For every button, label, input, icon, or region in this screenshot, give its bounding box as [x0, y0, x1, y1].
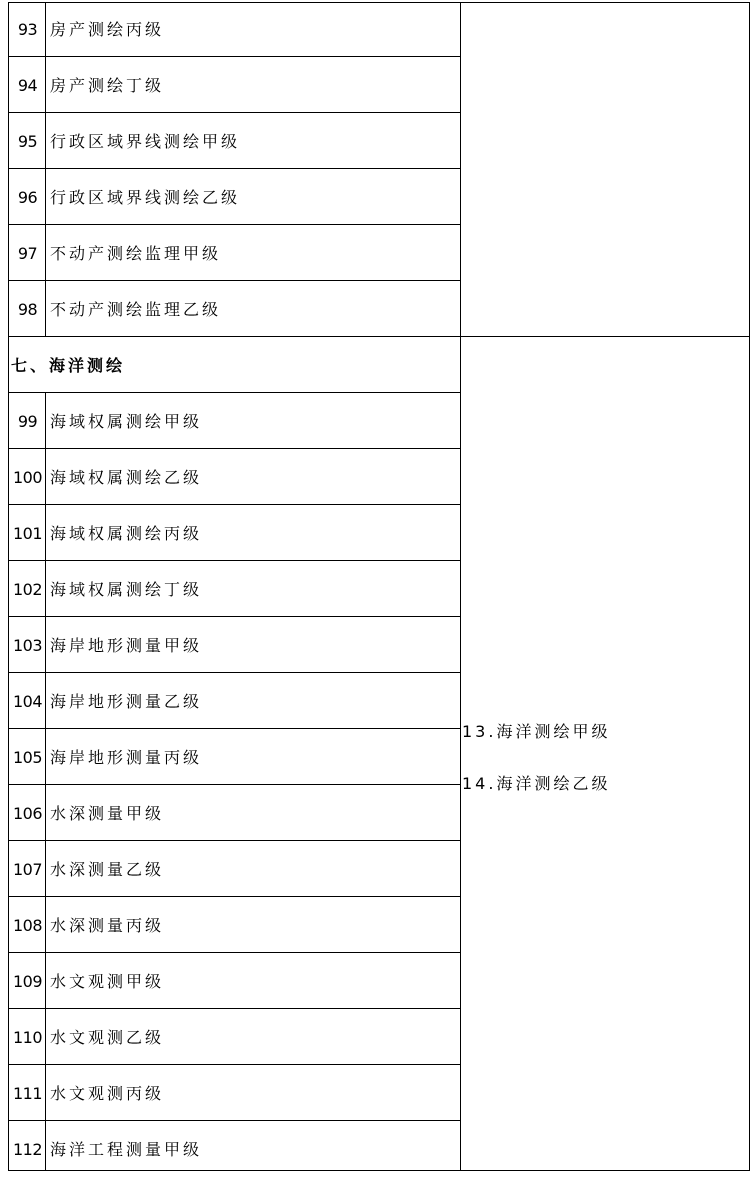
qualification-name: 不动产测绘监理甲级: [50, 244, 222, 263]
qualification-name: 不动产测绘监理乙级: [50, 300, 222, 319]
qualification-name: 海域权属测绘丙级: [50, 524, 203, 543]
row-number: 93: [17, 20, 38, 39]
section-divider: [9, 336, 749, 337]
row-number: 96: [17, 188, 38, 207]
row-number: 100: [12, 468, 43, 487]
row-divider: [9, 168, 460, 169]
qualification-name: 海岸地形测量甲级: [50, 636, 203, 655]
row-number: 110: [12, 1028, 43, 1047]
row-divider: [9, 616, 460, 617]
qualification-name: 房产测绘丁级: [50, 76, 165, 95]
row-number: 97: [17, 244, 38, 263]
number-column-divider: [45, 392, 46, 1170]
row-divider: [9, 392, 460, 393]
row-number: 102: [12, 580, 43, 599]
row-divider: [9, 224, 460, 225]
qualification-name: 行政区域界线测绘乙级: [50, 188, 241, 207]
qualification-name: 水深测量甲级: [50, 804, 165, 823]
row-number: 94: [17, 76, 38, 95]
row-divider: [9, 56, 460, 57]
qualification-name: 水文观测甲级: [50, 972, 165, 991]
row-number: 105: [12, 748, 43, 767]
section-heading: 七、海洋测绘: [11, 356, 126, 375]
qualification-name: 水文观测乙级: [50, 1028, 165, 1047]
row-number: 95: [17, 132, 38, 151]
row-number: 109: [12, 972, 43, 991]
qualification-name: 水深测量丙级: [50, 916, 165, 935]
qualification-name: 行政区域界线测绘甲级: [50, 132, 241, 151]
row-number: 104: [12, 692, 43, 711]
row-number: 98: [17, 300, 38, 319]
qualification-name: 水深测量乙级: [50, 860, 165, 879]
row-divider: [9, 952, 460, 953]
row-divider: [9, 448, 460, 449]
row-number: 107: [12, 860, 43, 879]
qualification-name: 海域权属测绘丁级: [50, 580, 203, 599]
qualification-name: 海域权属测绘乙级: [50, 468, 203, 487]
row-divider: [9, 1120, 460, 1121]
qualification-name: 海岸地形测量丙级: [50, 748, 203, 767]
row-divider: [9, 504, 460, 505]
row-number: 108: [12, 916, 43, 935]
qualification-column-divider: [460, 3, 461, 1170]
row-divider: [9, 896, 460, 897]
row-number: 103: [12, 636, 43, 655]
row-divider: [9, 1064, 460, 1065]
row-number: 111: [12, 1084, 43, 1103]
row-divider: [9, 672, 460, 673]
row-number: 106: [12, 804, 43, 823]
row-number: 112: [12, 1140, 43, 1159]
qualification-name: 水文观测丙级: [50, 1084, 165, 1103]
marine-qualification-item: 13.海洋测绘甲级: [462, 722, 611, 741]
qualification-table: [8, 2, 750, 1171]
row-number: 101: [12, 524, 43, 543]
row-divider: [9, 112, 460, 113]
row-divider: [9, 1008, 460, 1009]
row-divider: [9, 560, 460, 561]
row-divider: [9, 280, 460, 281]
qualification-name: 房产测绘丙级: [50, 20, 165, 39]
qualification-name: 海域权属测绘甲级: [50, 412, 203, 431]
row-number: 99: [17, 412, 38, 431]
number-column-divider: [45, 3, 46, 336]
qualification-name: 海岸地形测量乙级: [50, 692, 203, 711]
row-divider: [9, 784, 460, 785]
qualification-name: 海洋工程测量甲级: [50, 1140, 203, 1159]
row-divider: [9, 840, 460, 841]
marine-qualification-item: 14.海洋测绘乙级: [462, 774, 611, 793]
row-divider: [9, 728, 460, 729]
